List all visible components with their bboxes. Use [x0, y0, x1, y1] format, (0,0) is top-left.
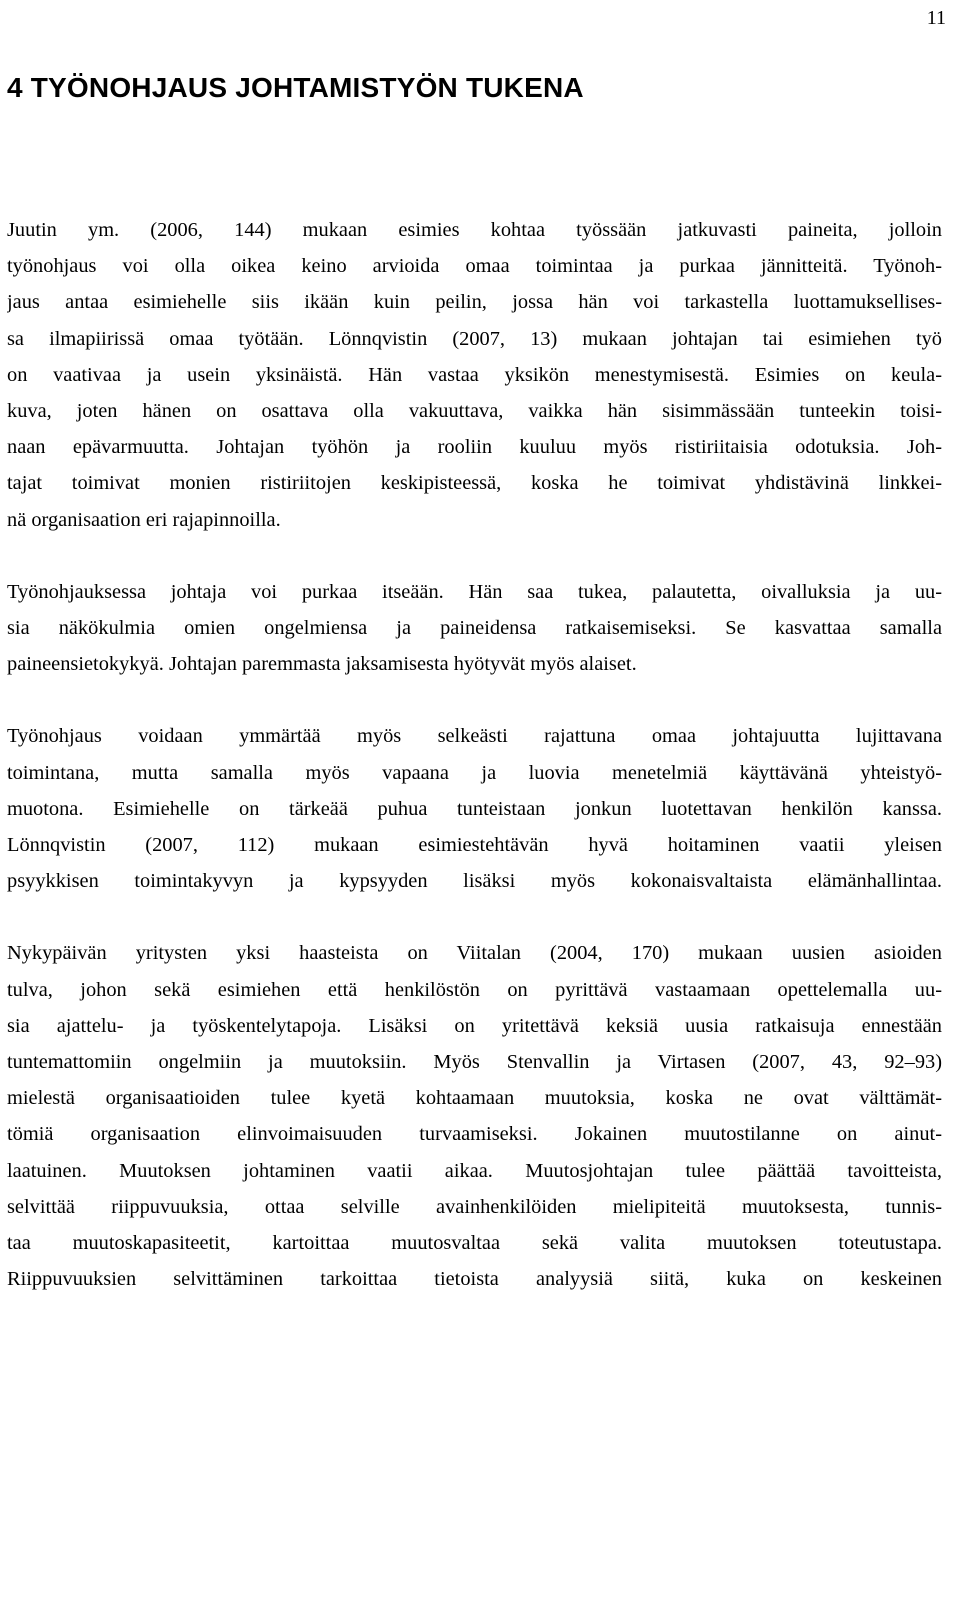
text-line: naan epävarmuutta. Johtajan työhön ja rooliin kuuluu myös ristiriitaisia odotuksia. Joh-	[7, 436, 942, 459]
text-line: taa muutoskapasiteetit, kartoittaa muutosvaltaa sekä valita muutoksen toteutustapa.	[7, 1232, 942, 1255]
text-line: tulva, johon sekä esimiehen että henkilöstön on pyrittävä vastaamaan opettelemalla uu-	[7, 978, 942, 1001]
text-line: toimintana, mutta samalla myös vapaana ja luovia menetelmiä käyttävänä yhteistyö-	[7, 761, 942, 784]
text-line: Työnohjaus voidaan ymmärtää myös selkeästi rajattuna omaa johtajuutta lujittavana	[7, 725, 942, 748]
text-line: mielestä organisaatioiden tulee kyetä kohtaamaan muutoksia, koska ne ovat välttämät-	[7, 1087, 942, 1110]
text-line: nä organisaation eri rajapinnoilla.	[7, 508, 281, 531]
text-line: tajat toimivat monien ristiriitojen keskipisteessä, koska he toimivat yhdistävinä linkkei-	[7, 472, 942, 495]
text-line: kuva, joten hänen on osattava olla vakuuttava, vaikka hän sisimmässään tunteekin toisi-	[7, 400, 942, 423]
text-line: sa ilmapiirissä omaa työtään. Lönnqvistin (2007, 13) mukaan johtajan tai esimiehen työ	[7, 327, 942, 350]
text-line: paineensietokykyä. Johtajan paremmasta jaksamisesta hyötyvät myös alaiset.	[7, 653, 637, 676]
text-line: Riippuvuuksien selvittäminen tarkoittaa tietoista analyysiä siitä, kuka on keskeinen	[7, 1268, 942, 1291]
page-number: 11	[926, 7, 946, 29]
paragraph-4	[7, 935, 942, 1297]
text-line: jaus antaa esimiehelle siis ikään kuin peilin, jossa hän voi tarkastella luottamuksellises-	[7, 291, 942, 314]
text-line: Lönnqvistin (2007, 112) mukaan esimiestehtävän hyvä hoitaminen vaatii yleisen	[7, 834, 942, 857]
text-line: Nykypäivän yritysten yksi haasteista on Viitalan (2004, 170) mukaan uusien asioiden	[7, 942, 942, 965]
text-line: tuntemattomiin ongelmiin ja muutoksiin. Myös Stenvallin ja Virtasen (2007, 43, 92–93)	[7, 1051, 942, 1074]
text-line: muotona. Esimiehelle on tärkeää puhua tunteistaan jonkun luotettavan henkilön kanssa.	[7, 797, 942, 820]
text-line: laatuinen. Muutoksen johtaminen vaatii aikaa. Muutosjohtajan tulee päättää tavoitteista,	[7, 1159, 942, 1182]
text-line: psyykkisen toimintakyvyn ja kypsyyden lisäksi myös kokonaisvaltaista elämänhallintaa.	[7, 870, 942, 893]
text-line: on vaativaa ja usein yksinäistä. Hän vastaa yksikön menestymisestä. Esimies on keula-	[7, 363, 942, 386]
text-line: työnohjaus voi olla oikea keino arvioida omaa toimintaa ja purkaa jännitteitä. Työnoh-	[7, 255, 942, 278]
paragraph-3	[7, 718, 942, 899]
chapter-heading: 4 TYÖNOHJAUS JOHTAMISTYÖN TUKENA	[7, 72, 584, 103]
paragraph-2	[7, 574, 942, 683]
text-line: Työnohjauksessa johtaja voi purkaa itseään. Hän saa tukea, palautetta, oivalluksia ja uu-	[7, 580, 942, 603]
text-line: Juutin ym. (2006, 144) mukaan esimies kohtaa työssään jatkuvasti paineita, jolloin	[7, 219, 942, 241]
paragraph-1	[7, 212, 942, 538]
body-text	[7, 212, 942, 1333]
text-line: selvittää riippuvuuksia, ottaa selville avainhenkilöiden mielipiteitä muutoksesta, tunnis-	[7, 1195, 942, 1218]
text-line: sia näkökulmia omien ongelmiensa ja paineidensa ratkaisemiseksi. Se kasvattaa samalla	[7, 617, 942, 640]
text-line: sia ajattelu- ja työskentelytapoja. Lisäksi on yritettävä keksiä uusia ratkaisuja ennestään	[7, 1014, 942, 1037]
text-line: tömiä organisaation elinvoimaisuuden turvaamiseksi. Jokainen muutostilanne on ainut-	[7, 1123, 942, 1146]
